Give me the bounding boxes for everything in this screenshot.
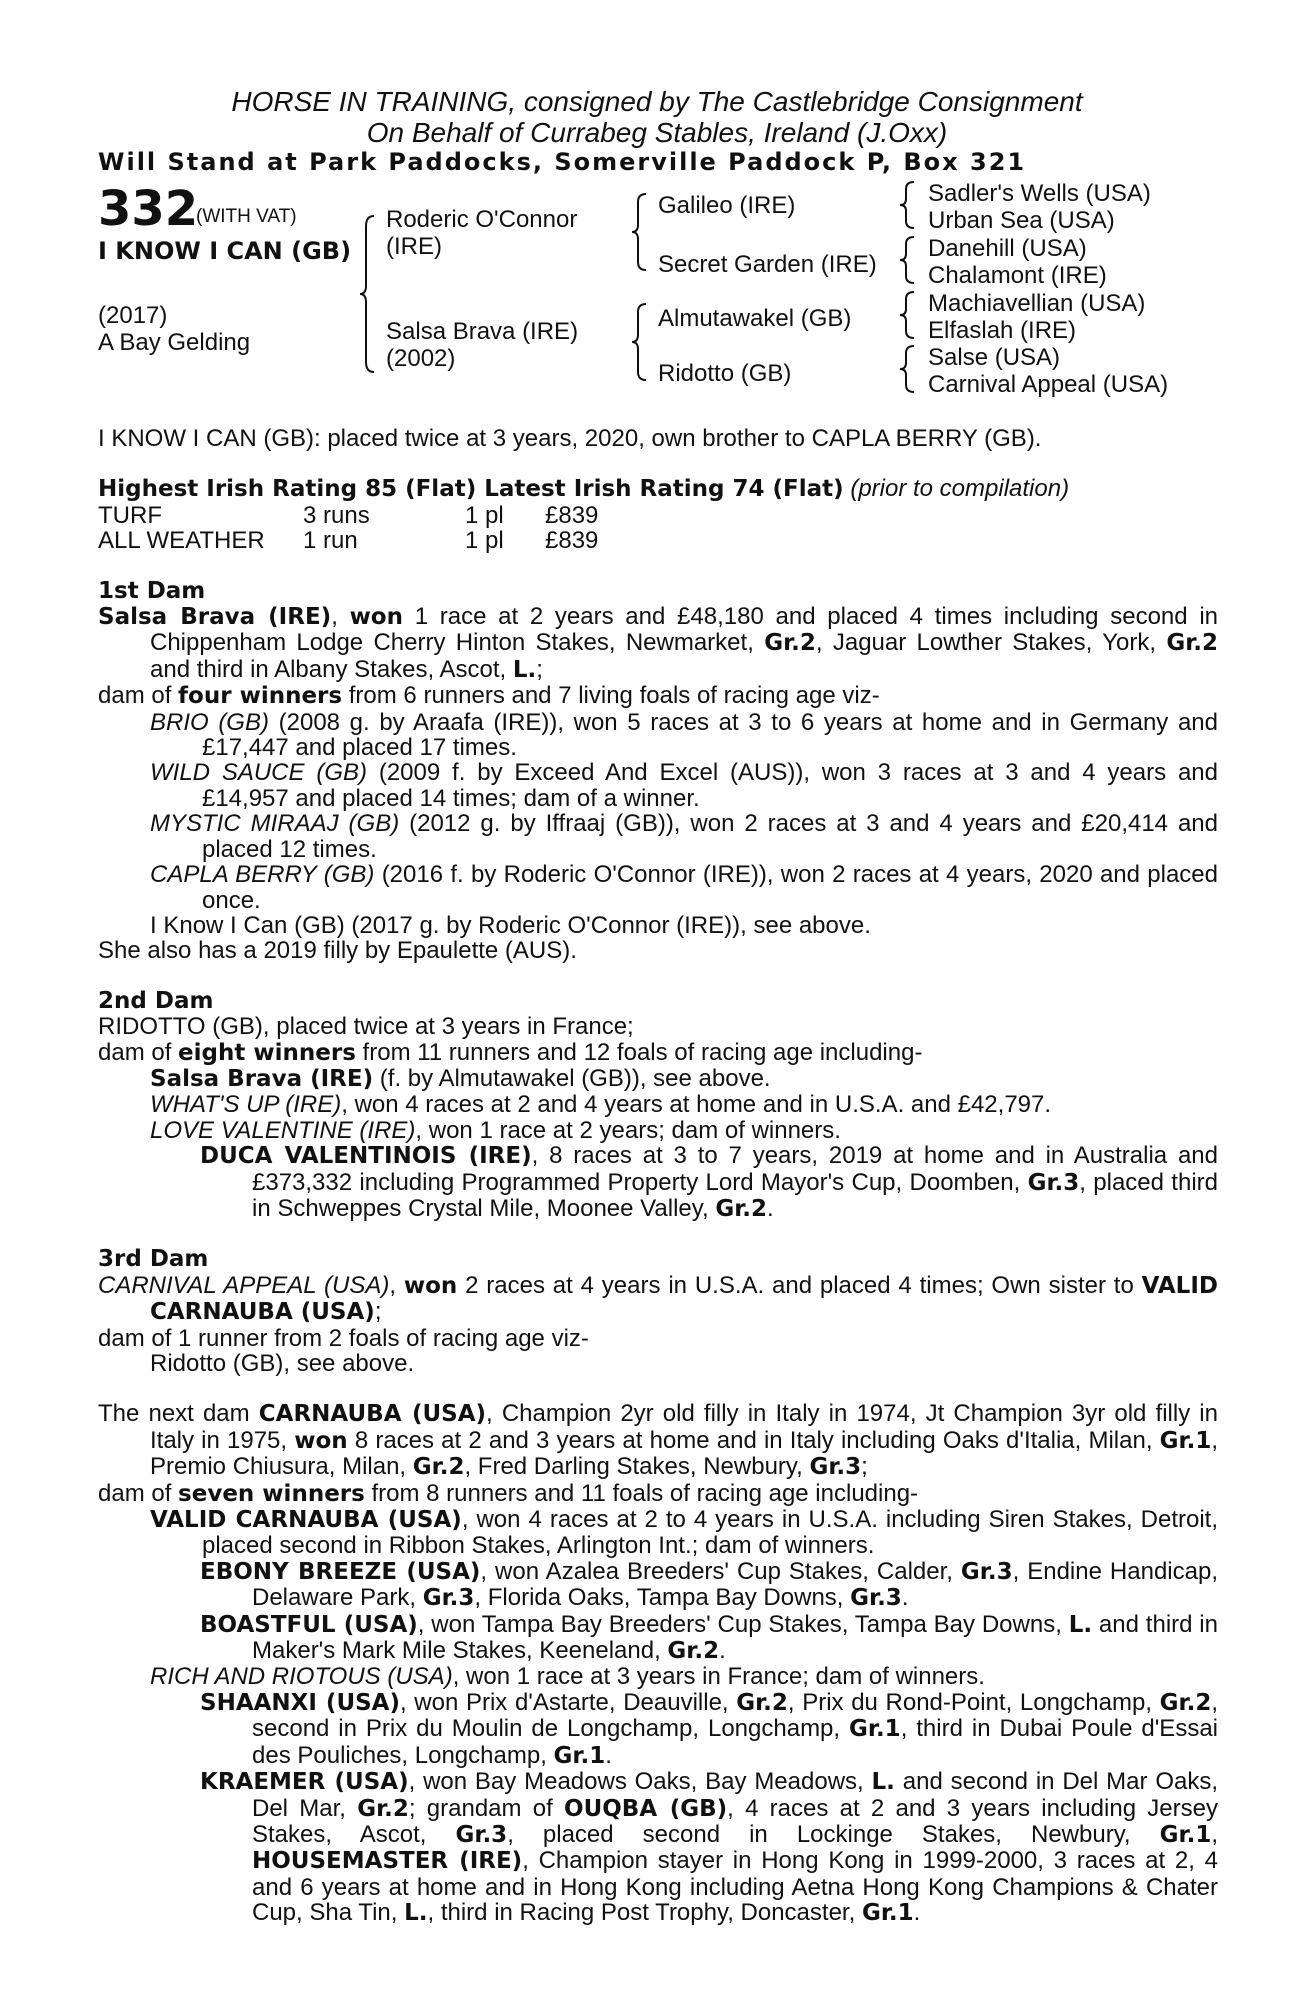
pedigree-dam-bracket — [632, 302, 652, 382]
produce-entry: WILD SAUCE (GB) (2009 f. by Exceed And Excel (AUS)), won 3 races at 3 and 4 years and £14,957 and placed 14 times; dam of a winner. — [150, 759, 1218, 812]
summary-line: I KNOW I CAN (GB): placed twice at 3 years, 2020, own brother to CAPLA BERRY (GB). — [98, 425, 1042, 452]
pedigree-bracket-galileo — [900, 180, 920, 230]
produce-entry: WHAT'S UP (IRE), won 4 races at 2 and 4 years at home and in U.S.A. and £42,797. — [150, 1091, 1052, 1119]
second-dam-produce: dam of eight winners from 11 runners and 12 foals of racing age including- — [98, 1038, 923, 1066]
ratings-row: ALL WEATHER 1 run 1 pl £839 — [98, 527, 599, 555]
third-dam-produce: dam of 1 runner from 2 foals of racing age viz- — [98, 1324, 589, 1352]
third-dam-record: CARNIVAL APPEAL (USA), won 2 races at 4 years in U.S.A. and placed 4 times; Own sister to VALID CARNAUBA (USA); — [98, 1271, 1218, 1326]
pedigree-sire: Roderic O'Connor (IRE) — [386, 206, 578, 260]
first-dam-produce: dam of four winners from 6 runners and 7 living foals of racing age viz- — [98, 682, 880, 710]
pedigree-dam: Salsa Brava (IRE) (2002) — [386, 318, 579, 372]
produce-entry: CAPLA BERRY (GB) (2016 f. by Roderic O'Connor (IRE)), won 2 races at 4 years, 2020 and placed once. — [150, 861, 1218, 914]
pedigree-gen3-3: Danehill (USA) — [928, 235, 1087, 262]
pedigree-sire-bracket — [632, 192, 652, 272]
pedigree-dam-sire: Almutawakel (GB) — [658, 305, 852, 332]
produce-entry: DUCA VALENTINOIS (IRE), 8 races at 3 to 7 years, 2019 at home and in Australia and £373,332 including Programmed Property Lord Mayor's Cup, Doomben, Gr.3, placed third in Schweppes Crystal Mile, Moonee Valley, Gr.2. — [200, 1142, 1218, 1222]
pedigree-gen3-5: Machiavellian (USA) — [928, 290, 1146, 317]
pedigree-gen3-6: Elfaslah (IRE) — [928, 317, 1077, 344]
consignor-heading: On Behalf of Currabeg Stables, Ireland (J.Oxx) — [366, 117, 948, 148]
produce-entry: I Know I Can (GB) (2017 g. by Roderic O'Connor (IRE)), see above. — [150, 911, 871, 939]
pedigree-gen3-4: Chalamont (IRE) — [928, 262, 1107, 289]
produce-entry: BRIO (GB) (2008 g. by Araafa (IRE)), won 5 races at 3 to 6 years at home and in Germany and £17,447 and placed 17 times. — [150, 708, 1218, 762]
next-dam-record: The next dam CARNAUBA (USA), Champion 2yr old filly in Italy in 1974, Jt Champion 3yr old filly in Italy in 1975, won 8 races at 2 and 3 years at home and in Italy including Oaks d'Italia, Milan, Gr.1, Premio Chiusura, Milan, Gr.2, Fred Darling Stakes, Newbury, Gr.3; — [98, 1400, 1219, 1481]
ratings-row: TURF 3 runs 1 pl £839 — [98, 501, 599, 529]
first-dam-record: Salsa Brava (IRE), won 1 race at 2 years and £48,180 and placed 4 times including second in Chippenham Lodge Cherry Hinton Stakes, Newmarket, Gr.2, Jaguar Lowther Stakes, York, Gr.2 and third in Albany Stakes, Ascot, L.; — [98, 603, 1218, 683]
pedigree-bracket-almutawakel — [900, 290, 920, 340]
produce-entry: BOASTFUL (USA), won Tampa Bay Breeders' Cup Stakes, Tampa Bay Downs, L. and third in Maker's Mark Mile Stakes, Keeneland, Gr.2. — [200, 1610, 1218, 1665]
pedigree-gen3-2: Urban Sea (USA) — [928, 207, 1115, 234]
third-dam-heading: 3rd Dam — [98, 1246, 209, 1273]
produce-entry: Salsa Brava (IRE) (f. by Almutawakel (GB)), see above. — [150, 1064, 771, 1092]
second-dam-record: RIDOTTO (GB), placed twice at 3 years in France; — [98, 1013, 634, 1041]
ratings-heading: Highest Irish Rating 85 (Flat) Latest Irish Rating 74 (Flat) (prior to compilation) — [98, 475, 1070, 503]
pedigree-sire-dam: Secret Garden (IRE) — [658, 251, 877, 278]
first-dam-heading: 1st Dam — [98, 577, 206, 604]
pedigree-main-bracket — [360, 214, 380, 374]
produce-entry: RICH AND RIOTOUS (USA), won 1 race at 3 years in France; dam of winners. — [150, 1663, 985, 1691]
pedigree-gen3-1: Sadler's Wells (USA) — [928, 180, 1151, 207]
pedigree-bracket-secret-garden — [900, 235, 920, 285]
produce-entry: Ridotto (GB), see above. — [150, 1350, 415, 1377]
pedigree-bracket-ridotto — [900, 344, 920, 394]
pedigree-dam-dam: Ridotto (GB) — [658, 360, 792, 387]
pedigree-gen3-7: Salse (USA) — [928, 344, 1061, 371]
horse-name: I KNOW I CAN (GB) — [98, 237, 352, 265]
produce-entry: MYSTIC MIRAAJ (GB) (2012 g. by Iffraaj (GB)), won 2 races at 3 and 4 years and £20,414 and placed 12 times. — [150, 810, 1218, 863]
next-dam-produce: dam of seven winners from 8 runners and 11 foals of racing age including- — [98, 1479, 919, 1507]
consignment-heading: HORSE IN TRAINING, consigned by The Castlebridge Consignment — [231, 86, 1083, 117]
vat-note: (WITH VAT) — [196, 206, 297, 227]
second-dam-heading: 2nd Dam — [98, 987, 214, 1014]
foaling-year: (2017) — [98, 302, 168, 329]
catalogue-body — [98, 426, 1218, 1927]
produce-entry: LOVE VALENTINE (IRE), won 1 race at 2 years; dam of winners. — [150, 1116, 841, 1144]
produce-entry: SHAANXI (USA), won Prix d'Astarte, Deauville, Gr.2, Prix du Rond-Point, Longchamp, Gr.2, second in Prix du Moulin de Longchamp, Longchamp, Gr.1, third in Dubai Poule d'Essai des Pouliches, Longchamp, Gr.1. — [200, 1688, 1218, 1769]
lot-number: 332 — [98, 181, 199, 237]
produce-entry: KRAEMER (USA), won Bay Meadows Oaks, Bay Meadows, L. and second in Del Mar Oaks, Del Mar, Gr.2; grandam of OUQBA (GB), 4 races at 2 and 3 years including Jersey Stakes, Ascot, Gr.3, placed second in Lockinge Stakes, Newbury, Gr.1, HOUSEMASTER (IRE), Champion stayer in Hong Kong in 1999-2000, 3 races at 2, 4 and 6 years at home and in Hong Kong including Aetna Hong Kong Champions & Chater Cup, Sha Tin, L., third in Racing Post Trophy, Doncaster, Gr.1. — [200, 1768, 1218, 1927]
horse-description: A Bay Gelding — [98, 329, 251, 356]
pedigree-sire-sire: Galileo (IRE) — [658, 192, 796, 219]
produce-entry: EBONY BREEZE (USA), won Azalea Breeders' Cup Stakes, Calder, Gr.3, Endine Handicap, Delaware Park, Gr.3, Florida Oaks, Tampa Bay Downs, Gr.3. — [200, 1557, 1218, 1612]
produce-entry: VALID CARNAUBA (USA), won 4 races at 2 to 4 years in U.S.A. including Siren Stakes, Detroit, placed second in Ribbon Stakes, Arlington Int.; dam of winners. — [150, 1506, 1218, 1560]
also-note: She also has a 2019 filly by Epaulette (AUS). — [98, 937, 577, 965]
location-heading: Will Stand at Park Paddocks, Somerville Paddock P, Box 321 — [98, 148, 1027, 176]
pedigree-gen3-8: Carnival Appeal (USA) — [928, 371, 1169, 398]
